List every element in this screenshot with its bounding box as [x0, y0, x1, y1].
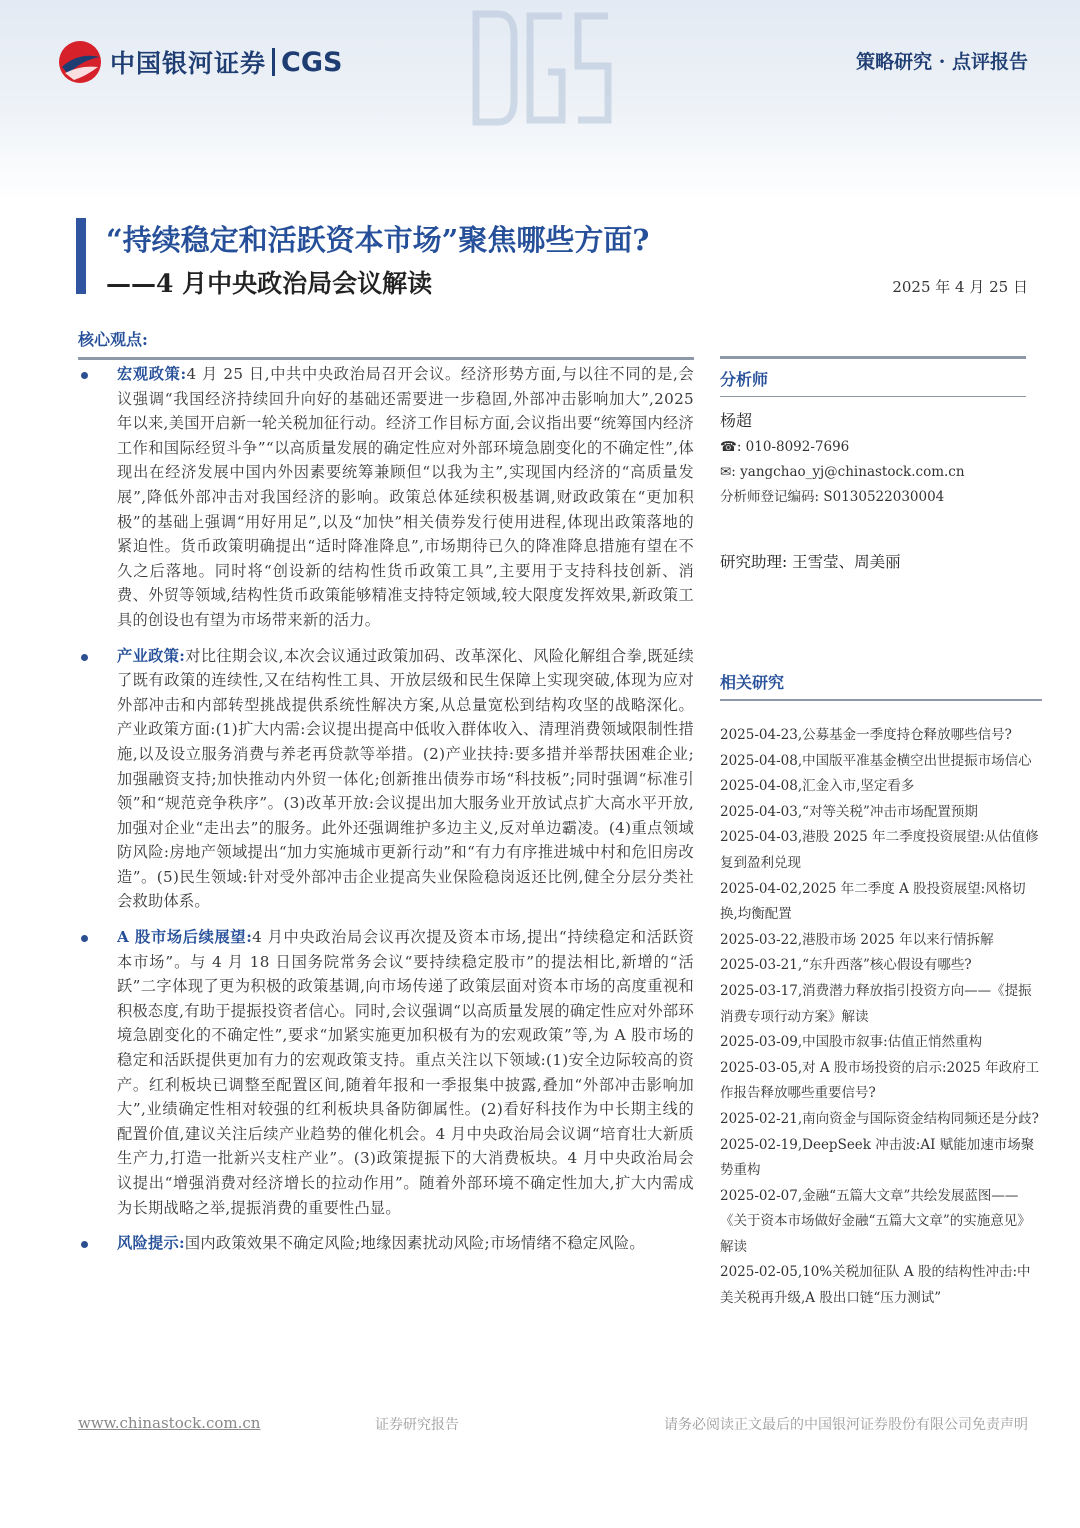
bullet-keyword: 风险提示: — [117, 1234, 185, 1253]
analyst-reg-label: 分析师登记编码: — [720, 489, 820, 505]
research-assistants — [720, 550, 1042, 572]
bullet-keyword: 宏观政策: — [117, 365, 187, 383]
bullet-paragraph — [117, 925, 694, 1220]
report-subtitle: ——4 月中央政治局会议解读 — [106, 269, 433, 298]
sidebar — [720, 356, 1042, 1312]
related-item[interactable]: 2025-03-21,“东升西落”核心假设有哪些? — [720, 957, 972, 974]
analyst-rule-top — [720, 356, 1026, 359]
related-item[interactable]: 2025-04-08,中国版平准基金横空出世提振市场信心 — [720, 752, 1032, 769]
bullet-text: 4 月中央政治局会议再次提及资本市场,提出“持续稳定和活跃资本市场”。与 4 月 18 日国务院常务会议“要持续稳定股市”的提法相比,新增的“活跃”二字体现了更为积极的政策基调,向市场传递了政策层面对资本市场的高度重视和积极态度,有助于提振投资者信心。同时,会议强调“以高质量发展的确定性应对外部环境急剧变化的不确定性”,要求“加紧实施更加积极有为的宏观政策”等,为 A 股市场的稳定和活跃提供更加有力的宏观政策支持。重点关注以下领域:(1)安全边际较高的资产。红利板块已调整至配置区间,随着年报和一季报集中披露,叠加“外部冲击影响加大”,业绩确定性相对较强的红利板块具备防御属性。(2)看好科技作为中长期主线的配置价值,建议关注后续产业趋势的催化机会。4 月中央政治局会议调“培育壮大新质生产力,打造一批新兴支柱产业”。(3)政策提振下的大消费板块。4 月中央政治局会议提出“增强消费对经济增长的拉动作用”。随着外部环境不确定性加大,扩大内需成为长期战略之举,提振消费的重要性凸显。 — [117, 928, 694, 1217]
bullet-paragraph — [117, 644, 694, 915]
logo-separator — [272, 48, 275, 76]
related-research-rule — [720, 699, 1042, 701]
related-item[interactable]: 2025-03-17,消费潜力释放指引投资方向——《提振消费专项行动方案》解读 — [720, 982, 1032, 1025]
phone-icon: ☎: — [720, 439, 742, 455]
bullet-paragraph — [117, 1231, 694, 1256]
related-item[interactable]: 2025-04-08,汇金入市,坚定看多 — [720, 778, 915, 795]
related-item[interactable]: 2025-02-07,金融“五篇大文章”共绘发展蓝图——《关于资本市场做好金融“五篇大文章”的实施意见》解读 — [720, 1187, 1031, 1255]
report-title: “持续稳定和活跃资本市场”聚焦哪些方面? — [106, 223, 650, 257]
related-item[interactable]: 2025-03-09,中国股市叙事:估值正悄然重构 — [720, 1034, 983, 1051]
analyst-section-label: 分析师 — [720, 370, 769, 389]
analyst-phone-row — [720, 439, 1042, 456]
analyst-name: 杨超 — [720, 411, 753, 430]
cgs-watermark-icon — [468, 6, 616, 130]
bullet-keyword: 产业政策: — [117, 646, 186, 665]
assistants-label: 研究助理: — [720, 553, 788, 571]
core-views-rule — [78, 357, 694, 360]
related-item[interactable]: 2025-02-05,10%关税加征队 A 股的结构性冲击:中美关税再升级,A 股出口链“压力测试” — [720, 1264, 1031, 1307]
related-item[interactable]: 2025-02-21,南向资金与国际资金结构同频还是分歧? — [720, 1110, 1039, 1127]
related-item[interactable]: 2025-04-23,公募基金一季度持仓释放哪些信号? — [720, 727, 1012, 743]
bullet-dot-icon — [81, 654, 88, 661]
bullet-text: 国内政策效果不确定风险;地缘因素扰动风险;市场情绪不稳定风险。 — [184, 1234, 645, 1253]
email-icon: ✉: — [720, 464, 736, 480]
bullet-industry-policy — [76, 644, 694, 915]
bullet-dot-icon — [81, 1241, 88, 1248]
related-item[interactable]: 2025-04-03,“对等关税”冲击市场配置预期 — [720, 803, 978, 820]
related-research-list — [720, 723, 1042, 1312]
title-accent-bar — [76, 218, 86, 294]
related-item[interactable]: 2025-02-19,DeepSeek 冲击波:AI 赋能加速市场聚势重构 — [720, 1136, 1035, 1179]
related-research-label: 相关研究 — [720, 673, 785, 692]
brand-logo — [58, 40, 342, 84]
report-type: 策略研究 · 点评报告 — [856, 51, 1028, 73]
bullet-keyword: A 股市场后续展望: — [117, 928, 253, 947]
logo-chinese-name: 中国银河证券 — [110, 49, 267, 78]
analyst-reg-code: S0130522030004 — [823, 489, 945, 505]
bullet-paragraph — [117, 362, 694, 633]
related-item[interactable]: 2025-04-03,港股 2025 年二季度投资展望:从估值修复到盈利兑现 — [720, 829, 1039, 871]
related-item[interactable]: 2025-04-02,2025 年二季度 A 股投资展望:风格切换,均衡配置 — [720, 880, 1026, 923]
bullet-text: 对比往期会议,本次会议通过政策加码、改革深化、风险化解组合拳,既延续了既有政策的连续性,又在结构性工具、开放层级和民生保障上实现突破,体现为应对外部冲击和内部转型挑战提供系统性解决方案,从总量宽松到结构攻坚的战略深化。产业政策方面:(1)扩大内需:会议提出提高中低收入群体收入、清理消费领域限制性措施,以及设立服务消费与养老再贷款等举措。(2)产业扶持:要多措并举帮扶困难企业;加强融资支持;加快推动内外贸一体化;创新推出债券市场“科技板”;同时强调“标准引领”和“规范竞争秩序”。(3)改革开放:会议提出加大服务业开放试点扩大高水平开放,加强对企业“走出去”的服务。此外还强调维护多边主义,反对单边霸凌。(4)重点领域防风险:房地产领域提出“加力实施城市更新行动”和“有力有序推进城中村和危旧房改造”。(5)民生领域:针对受外部冲击企业提高失业保险稳岗返还比例,健全分层分类社会救助体系。 — [117, 646, 694, 911]
analyst-reg-row — [720, 489, 1042, 506]
core-views-label: 核心观点: — [78, 330, 148, 349]
footer-doc-type: 证券研究报告 — [375, 1417, 459, 1433]
bullet-risk-warning — [76, 1231, 694, 1256]
bullet-text: 4 月 25 日,中共中央政治局召开会议。经济形势方面,与以往不同的是,会议强调“我国经济持续回升向好的基础还需要进一步稳固,外部冲击影响加大”,2025 年以来,美国开启新一轮关税加征行动。经济工作目标方面,会议指出要“统筹国内经济工作和国际经贸斗争”“以高质量发展的确定性应对外部环境急剧变化的不确定性”,体现出在经济发展中国内外因素要统筹兼顾但“以我为主”,实现国内经济的“高质量发展”,降低外部冲击对我国经济的影响。政策总体延续积极基调,财政政策在“更加积极”的基础上强调“用好用足”,以及“加快”相关债券发行使用进程,体现出政策落地的紧迫性。货币政策明确提出“适时降准降息”,市场期待已久的降准降息措施有望在不久之后落地。同时将“创设新的结构性货币政策工具”,主要用于支持科技创新、消费、外贸等领域,结构性货币政策能够精准支持特定领域,较大限度发挥效果,新政策工具的创设也有望为市场带来新的活力。 — [117, 365, 694, 629]
related-item[interactable]: 2025-03-05,对 A 股市场投资的启示:2025 年政府工作报告释放哪些重要信号? — [720, 1059, 1040, 1102]
bullet-macro-policy — [76, 362, 694, 633]
footer-disclaimer: 请务必阅读正文最后的中国银河证券股份有限公司免责声明 — [664, 1417, 1028, 1433]
assistants-names: 王雪莹、周美丽 — [792, 553, 901, 571]
bullet-dot-icon — [81, 935, 88, 942]
bullet-a-share-outlook — [76, 925, 694, 1220]
core-views-list — [76, 362, 694, 1267]
logo-english-name: CGS — [281, 46, 343, 78]
footer-website-link[interactable]: www.chinastock.com.cn — [78, 1414, 261, 1432]
analyst-rule — [720, 396, 1026, 397]
analyst-email[interactable]: yangchao_yj@chinastock.com.cn — [740, 464, 965, 480]
bullet-dot-icon — [81, 372, 88, 379]
related-item[interactable]: 2025-03-22,港股市场 2025 年以来行情拆解 — [720, 931, 994, 948]
analyst-phone: 010-8092-7696 — [745, 439, 850, 455]
galaxy-logo-icon — [58, 40, 102, 84]
report-date: 2025 年 4 月 25 日 — [892, 278, 1028, 296]
analyst-email-row — [720, 464, 1042, 481]
